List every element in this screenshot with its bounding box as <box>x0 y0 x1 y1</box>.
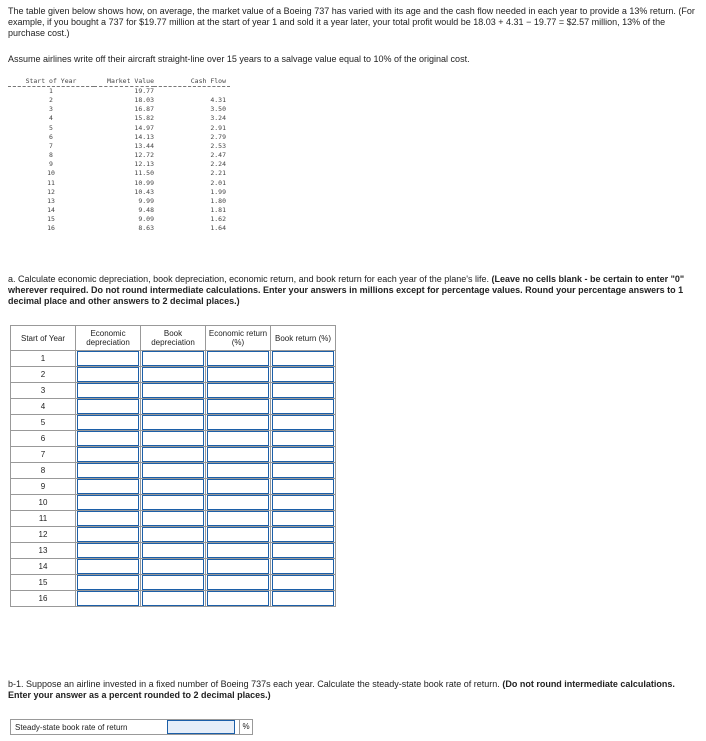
answer-cell-economic-return <box>206 559 271 575</box>
answer-header-economic-return: Economic return (%) <box>206 326 271 351</box>
economic-depreciation-input[interactable] <box>77 591 139 606</box>
answer-cell-year: 9 <box>11 479 76 495</box>
answer-cell-economic-return <box>206 463 271 479</box>
answer-cell-economic-depreciation <box>76 543 141 559</box>
steady-state-row <box>10 719 253 735</box>
answer-row <box>11 367 336 383</box>
answer-header-book-return: Book return (%) <box>271 326 336 351</box>
answer-cell-book-depreciation <box>141 431 206 447</box>
data-cell-market-value: 14.97 <box>134 123 154 132</box>
part-b-question: b-1. Suppose an airline invested in a fixed number of Boeing 737s each year. Calculate the steady-state book rate of return. <box>8 679 500 689</box>
economic-return-input[interactable] <box>207 367 269 382</box>
data-cell-cash-flow <box>154 87 230 97</box>
data-row <box>8 224 230 233</box>
part-b-instruction: (Do not round intermediate calculations. Enter your answer as a percent rounded to 2 decimal places.) <box>8 679 675 700</box>
answer-cell-book-return <box>271 415 336 431</box>
answer-cell-economic-return <box>206 543 271 559</box>
answer-cell-book-depreciation <box>141 351 206 367</box>
answer-cell-book-return <box>271 447 336 463</box>
data-row <box>8 151 230 160</box>
economic-depreciation-input[interactable] <box>77 351 139 366</box>
answer-cell-economic-return <box>206 415 271 431</box>
answer-cell-book-return <box>271 575 336 591</box>
economic-return-input[interactable] <box>207 527 269 542</box>
book-depreciation-input[interactable] <box>142 479 204 494</box>
answer-row <box>11 495 336 511</box>
data-cell-cash-flow: 2.24 <box>210 160 226 169</box>
data-cell-cash-flow: 2.91 <box>210 123 226 132</box>
data-row <box>8 124 230 133</box>
data-cell-cash-flow: 2.21 <box>210 169 226 178</box>
answer-cell-book-depreciation <box>141 495 206 511</box>
answer-cell-economic-depreciation <box>76 383 141 399</box>
economic-depreciation-input[interactable] <box>77 399 139 414</box>
answer-cell-economic-return <box>206 527 271 543</box>
answer-row <box>11 527 336 543</box>
data-cell-cash-flow: 1.80 <box>210 196 226 205</box>
book-depreciation-input[interactable] <box>142 495 204 510</box>
data-cell-year: 11 <box>47 178 55 187</box>
answer-cell-book-depreciation <box>141 543 206 559</box>
book-return-input[interactable] <box>272 543 334 558</box>
economic-depreciation-input[interactable] <box>77 527 139 542</box>
answer-cell-economic-depreciation <box>76 447 141 463</box>
part-a-instruction: (Leave no cells blank - be certain to enter "0" wherever required. Do not round intermediate calculations. Enter your answers in millions except for percentage values. Round your percentage answers to 1 decimal place and other answers to 2 decimal places.) <box>8 274 685 306</box>
answer-cell-book-depreciation <box>141 415 206 431</box>
answer-cell-book-return <box>271 479 336 495</box>
answer-cell-economic-depreciation <box>76 495 141 511</box>
answer-cell-book-return <box>271 511 336 527</box>
data-row <box>8 133 230 142</box>
data-row <box>8 197 230 206</box>
answer-cell-economic-return <box>206 383 271 399</box>
data-row <box>8 215 230 224</box>
steady-state-input[interactable] <box>167 720 235 734</box>
data-cell-market-value: 16.87 <box>134 105 154 114</box>
answer-row <box>11 351 336 367</box>
col-header-market-value: Market Value <box>94 76 154 87</box>
data-row <box>8 206 230 215</box>
assumption-text: Assume airlines write off their aircraft straight-line over 15 years to a salvage value equal to 10% of the original cost. <box>8 54 470 64</box>
answer-row <box>11 431 336 447</box>
book-return-input[interactable] <box>272 415 334 430</box>
book-depreciation-input[interactable] <box>142 463 204 478</box>
part-b-text <box>8 679 698 701</box>
answer-cell-year: 1 <box>11 351 76 367</box>
data-cell-cash-flow: 2.01 <box>210 178 226 187</box>
data-cell-market-value: 12.72 <box>134 151 154 160</box>
answer-cell-economic-return <box>206 479 271 495</box>
answer-cell-economic-depreciation <box>76 575 141 591</box>
answer-cell-book-return <box>271 463 336 479</box>
answer-cell-book-depreciation <box>141 575 206 591</box>
data-cell-year: 4 <box>49 114 53 123</box>
answer-cell-book-return <box>271 399 336 415</box>
answer-cell-economic-depreciation <box>76 591 141 607</box>
book-depreciation-input[interactable] <box>142 415 204 430</box>
answer-cell-book-return <box>271 383 336 399</box>
data-cell-year: 10 <box>47 169 55 178</box>
answer-cell-book-return <box>271 495 336 511</box>
book-depreciation-input[interactable] <box>142 575 204 590</box>
answer-cell-economic-return <box>206 351 271 367</box>
economic-depreciation-input[interactable] <box>77 495 139 510</box>
answer-cell-economic-depreciation <box>76 511 141 527</box>
answer-cell-book-depreciation <box>141 479 206 495</box>
data-row <box>8 87 230 97</box>
answer-cell-book-return <box>271 543 336 559</box>
data-cell-cash-flow: 2.47 <box>210 151 226 160</box>
answer-cell-book-depreciation <box>141 367 206 383</box>
data-cell-cash-flow: 2.79 <box>210 132 226 141</box>
data-cell-cash-flow: 1.62 <box>210 215 226 224</box>
answer-cell-book-depreciation <box>141 463 206 479</box>
data-cell-market-value: 19.77 <box>134 87 154 95</box>
answer-row <box>11 463 336 479</box>
economic-depreciation-input[interactable] <box>77 575 139 590</box>
economic-return-input[interactable] <box>207 351 269 366</box>
economic-return-input[interactable] <box>207 479 269 494</box>
percent-unit: % <box>239 720 252 734</box>
data-cell-year: 16 <box>47 224 55 233</box>
book-depreciation-input[interactable] <box>142 559 204 574</box>
answer-cell-economic-depreciation <box>76 399 141 415</box>
economic-return-input[interactable] <box>207 463 269 478</box>
answer-row <box>11 591 336 607</box>
answer-cell-year: 7 <box>11 447 76 463</box>
steady-state-label: Steady-state book rate of return <box>15 722 128 732</box>
answer-cell-economic-depreciation <box>76 527 141 543</box>
data-cell-year: 1 <box>49 87 53 95</box>
answer-cell-year: 5 <box>11 415 76 431</box>
answer-cell-book-return <box>271 559 336 575</box>
book-depreciation-input[interactable] <box>142 399 204 414</box>
data-cell-year: 13 <box>47 196 55 205</box>
data-cell-year: 15 <box>47 215 55 224</box>
book-return-input[interactable] <box>272 511 334 526</box>
answer-cell-economic-return <box>206 447 271 463</box>
data-cell-market-value: 8.63 <box>138 224 154 233</box>
data-cell-year: 8 <box>49 151 53 160</box>
data-cell-cash-flow: 4.31 <box>210 96 226 105</box>
book-return-input[interactable] <box>272 383 334 398</box>
answer-cell-year: 8 <box>11 463 76 479</box>
data-cell-market-value: 15.82 <box>134 114 154 123</box>
answer-header-book-depreciation: Book depreciation <box>141 326 206 351</box>
answer-cell-year: 4 <box>11 399 76 415</box>
answer-cell-year: 6 <box>11 431 76 447</box>
answer-cell-economic-return <box>206 575 271 591</box>
book-return-input[interactable] <box>272 479 334 494</box>
economic-return-input[interactable] <box>207 415 269 430</box>
data-cell-market-value: 10.43 <box>134 187 154 196</box>
answer-cell-economic-return <box>206 495 271 511</box>
answer-row <box>11 399 336 415</box>
book-return-input[interactable] <box>272 575 334 590</box>
answer-cell-year: 10 <box>11 495 76 511</box>
answer-cell-economic-return <box>206 367 271 383</box>
data-cell-cash-flow: 1.81 <box>210 206 226 215</box>
book-return-input[interactable] <box>272 447 334 462</box>
economic-depreciation-input[interactable] <box>77 383 139 398</box>
answer-cell-book-depreciation <box>141 399 206 415</box>
book-return-input[interactable] <box>272 399 334 414</box>
economic-depreciation-input[interactable] <box>77 479 139 494</box>
economic-depreciation-input[interactable] <box>77 367 139 382</box>
answer-row <box>11 383 336 399</box>
data-cell-market-value: 10.99 <box>134 178 154 187</box>
economic-return-input[interactable] <box>207 399 269 414</box>
economic-return-input[interactable] <box>207 511 269 526</box>
answer-cell-book-depreciation <box>141 447 206 463</box>
answer-cell-book-depreciation <box>141 383 206 399</box>
economic-depreciation-input[interactable] <box>77 511 139 526</box>
answer-cell-book-return <box>271 431 336 447</box>
data-row <box>8 160 230 169</box>
answer-cell-year: 16 <box>11 591 76 607</box>
data-cell-year: 9 <box>49 160 53 169</box>
book-return-input[interactable] <box>272 351 334 366</box>
book-depreciation-input[interactable] <box>142 543 204 558</box>
col-header-cash-flow: Cash Flow <box>154 76 230 87</box>
data-cell-cash-flow: 1.64 <box>210 224 226 233</box>
answer-row <box>11 511 336 527</box>
part-a-question: a. Calculate economic depreciation, book depreciation, economic return, and book return for each year of the plane's life. <box>8 274 489 284</box>
answer-row <box>11 543 336 559</box>
answer-cell-economic-return <box>206 431 271 447</box>
answer-cell-economic-depreciation <box>76 431 141 447</box>
data-cell-year: 3 <box>49 105 53 114</box>
data-row <box>8 188 230 197</box>
data-cell-market-value: 9.48 <box>138 206 154 215</box>
answer-cell-economic-return <box>206 511 271 527</box>
data-cell-year: 7 <box>49 141 53 150</box>
data-cell-cash-flow: 3.24 <box>210 114 226 123</box>
answer-row <box>11 447 336 463</box>
data-cell-year: 12 <box>47 187 55 196</box>
answer-cell-book-return <box>271 591 336 607</box>
data-row <box>8 96 230 105</box>
economic-return-input[interactable] <box>207 447 269 462</box>
answer-cell-book-return <box>271 527 336 543</box>
answer-cell-economic-depreciation <box>76 351 141 367</box>
part-a-text <box>8 274 698 307</box>
answer-cell-year: 2 <box>11 367 76 383</box>
answer-cell-book-depreciation <box>141 559 206 575</box>
answer-cell-book-depreciation <box>141 527 206 543</box>
data-row <box>8 105 230 114</box>
book-return-input[interactable] <box>272 559 334 574</box>
book-return-input[interactable] <box>272 367 334 382</box>
economic-return-input[interactable] <box>207 559 269 574</box>
answer-cell-year: 11 <box>11 511 76 527</box>
economic-return-input[interactable] <box>207 575 269 590</box>
answer-cell-economic-depreciation <box>76 479 141 495</box>
book-return-input[interactable] <box>272 591 334 606</box>
answer-table <box>10 325 336 607</box>
data-cell-market-value: 9.99 <box>138 196 154 205</box>
economic-depreciation-input[interactable] <box>77 447 139 462</box>
book-return-input[interactable] <box>272 527 334 542</box>
economic-depreciation-input[interactable] <box>77 463 139 478</box>
economic-depreciation-input[interactable] <box>77 559 139 574</box>
economic-return-input[interactable] <box>207 383 269 398</box>
book-depreciation-input[interactable] <box>142 527 204 542</box>
economic-return-input[interactable] <box>207 543 269 558</box>
answer-cell-year: 14 <box>11 559 76 575</box>
answer-cell-economic-depreciation <box>76 415 141 431</box>
book-depreciation-input[interactable] <box>142 367 204 382</box>
book-return-input[interactable] <box>272 495 334 510</box>
data-cell-cash-flow: 1.99 <box>210 187 226 196</box>
data-table <box>8 76 238 234</box>
economic-return-input[interactable] <box>207 495 269 510</box>
economic-return-input[interactable] <box>207 591 269 606</box>
data-cell-cash-flow: 2.53 <box>210 141 226 150</box>
answer-cell-economic-return <box>206 399 271 415</box>
answer-cell-book-depreciation <box>141 591 206 607</box>
answer-cell-economic-depreciation <box>76 559 141 575</box>
data-cell-market-value: 18.03 <box>134 96 154 105</box>
answer-cell-year: 13 <box>11 543 76 559</box>
answer-cell-economic-depreciation <box>76 463 141 479</box>
col-header-start-year: Start of Year <box>8 76 94 87</box>
answer-cell-year: 3 <box>11 383 76 399</box>
data-cell-market-value: 13.44 <box>134 141 154 150</box>
data-cell-year: 6 <box>49 132 53 141</box>
book-return-input[interactable] <box>272 463 334 478</box>
data-cell-cash-flow: 3.50 <box>210 105 226 114</box>
book-depreciation-input[interactable] <box>142 383 204 398</box>
data-cell-year: 14 <box>47 206 55 215</box>
data-row <box>8 169 230 178</box>
economic-depreciation-input[interactable] <box>77 543 139 558</box>
intro-text: The table given below shows how, on average, the market value of a Boeing 737 has varied with its age and the cash flow needed in each year to provide a 13% return. (For example, if you bought a 737 for $19.77 million at the start of year 1 and sold it a year later, your total profit would be 18.03 + 4.31 − 19.77 = $2.57 million, 13% of the purchase cost.) <box>8 6 695 38</box>
data-cell-market-value: 12.13 <box>134 160 154 169</box>
data-row <box>8 142 230 151</box>
data-cell-market-value: 14.13 <box>134 132 154 141</box>
answer-cell-economic-return <box>206 591 271 607</box>
answer-cell-year: 15 <box>11 575 76 591</box>
data-cell-year: 2 <box>49 96 53 105</box>
book-return-input[interactable] <box>272 431 334 446</box>
data-row <box>8 179 230 188</box>
economic-depreciation-input[interactable] <box>77 431 139 446</box>
data-cell-market-value: 9.09 <box>138 215 154 224</box>
data-cell-year: 5 <box>49 123 53 132</box>
book-depreciation-input[interactable] <box>142 351 204 366</box>
book-depreciation-input[interactable] <box>142 591 204 606</box>
answer-cell-book-depreciation <box>141 511 206 527</box>
book-depreciation-input[interactable] <box>142 447 204 462</box>
answer-row <box>11 415 336 431</box>
book-depreciation-input[interactable] <box>142 511 204 526</box>
answer-cell-year: 12 <box>11 527 76 543</box>
data-row <box>8 114 230 123</box>
answer-cell-book-return <box>271 351 336 367</box>
answer-row <box>11 575 336 591</box>
book-depreciation-input[interactable] <box>142 431 204 446</box>
answer-cell-economic-depreciation <box>76 367 141 383</box>
data-cell-market-value: 11.50 <box>134 169 154 178</box>
answer-cell-book-return <box>271 367 336 383</box>
answer-row <box>11 559 336 575</box>
economic-depreciation-input[interactable] <box>77 415 139 430</box>
answer-header-start-year: Start of Year <box>11 326 76 351</box>
answer-header-economic-depreciation: Economic depreciation <box>76 326 141 351</box>
economic-return-input[interactable] <box>207 431 269 446</box>
answer-row <box>11 479 336 495</box>
